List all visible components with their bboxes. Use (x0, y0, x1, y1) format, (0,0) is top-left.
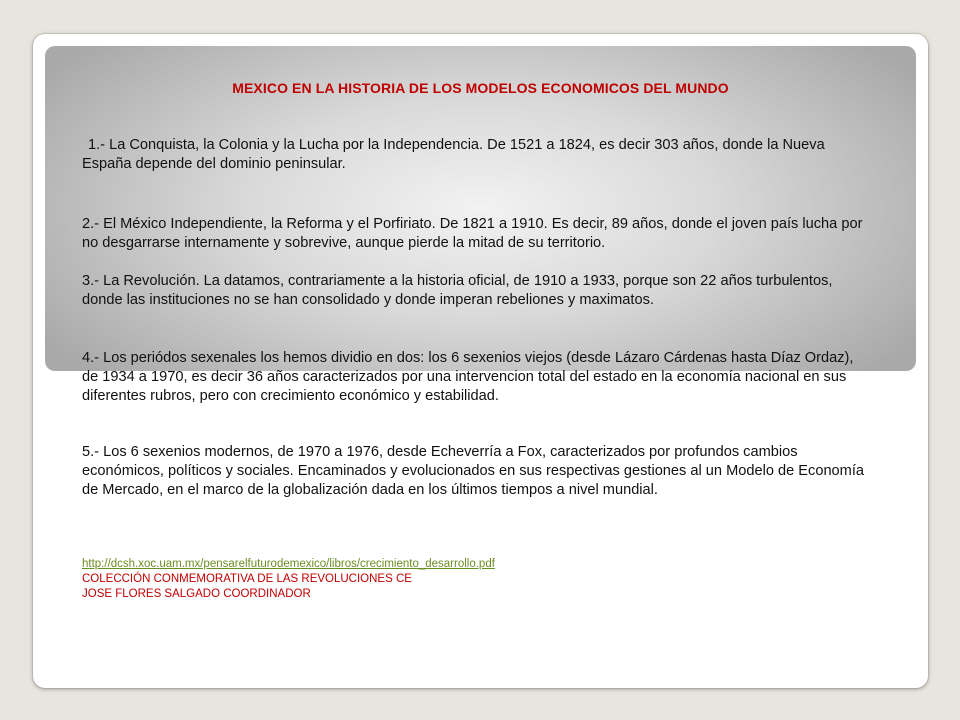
source-collection-line: COLECCIÓN CONMEMORATIVA DE LAS REVOLUCIONES CE (82, 573, 412, 585)
paragraph-1: 1.- La Conquista, la Colonia y la Lucha por la Independencia. De 1521 a 1824, es decir 303 años, donde la Nueva España depende del dominio peninsular. (82, 137, 825, 172)
paragraph-4: 4.- Los periódos sexenales los hemos dividio en dos: los 6 sexenios viejos (desde Lázaro Cárdenas hasta Díaz Ordaz), de 1934 a 1970, es decir 36 años caracterizados por una intervencion total del estado en la economía nacional en sus diferentes rubros, pero con crecimiento económico y estabilidad. (82, 350, 854, 404)
slide-title: MEXICO EN LA HISTORIA DE LOS MODELOS ECONOMICOS DEL MUNDO (232, 80, 729, 96)
paragraph-3: 3.- La Revolución. La datamos, contrariamente a la historia oficial, de 1910 a 1933, porque son 22 años turbulentos, donde las instituciones no se han consolidado y donde imperan rebeliones y maximatos. (82, 273, 833, 308)
paragraph-2: 2.- El México Independiente, la Reforma y el Porfiriato. De 1821 a 1910. Es decir, 89 años, donde el joven país lucha por no desgarrarse internamente y sobrevive, aunque pierde la mitad de su territorio. (82, 216, 863, 251)
source-link[interactable]: http://dcsh.xoc.uam.mx/pensarelfuturodemexico/libros/crecimiento_desarrollo.pdf (82, 558, 495, 570)
paragraph-5: 5.- Los 6 sexenios modernos, de 1970 a 1976, desde Echeverría a Fox, caracterizados por profundos cambios económicos, políticos y sociales. Encaminados y evolucionados en sus respectivas gestiones al un Modelo de Economía de Mercado, en el marco de la globalización dada en los últimos tiempos a nivel mundial. (82, 444, 865, 498)
source-coordinator-line: JOSE FLORES SALGADO COORDINADOR (82, 588, 311, 600)
